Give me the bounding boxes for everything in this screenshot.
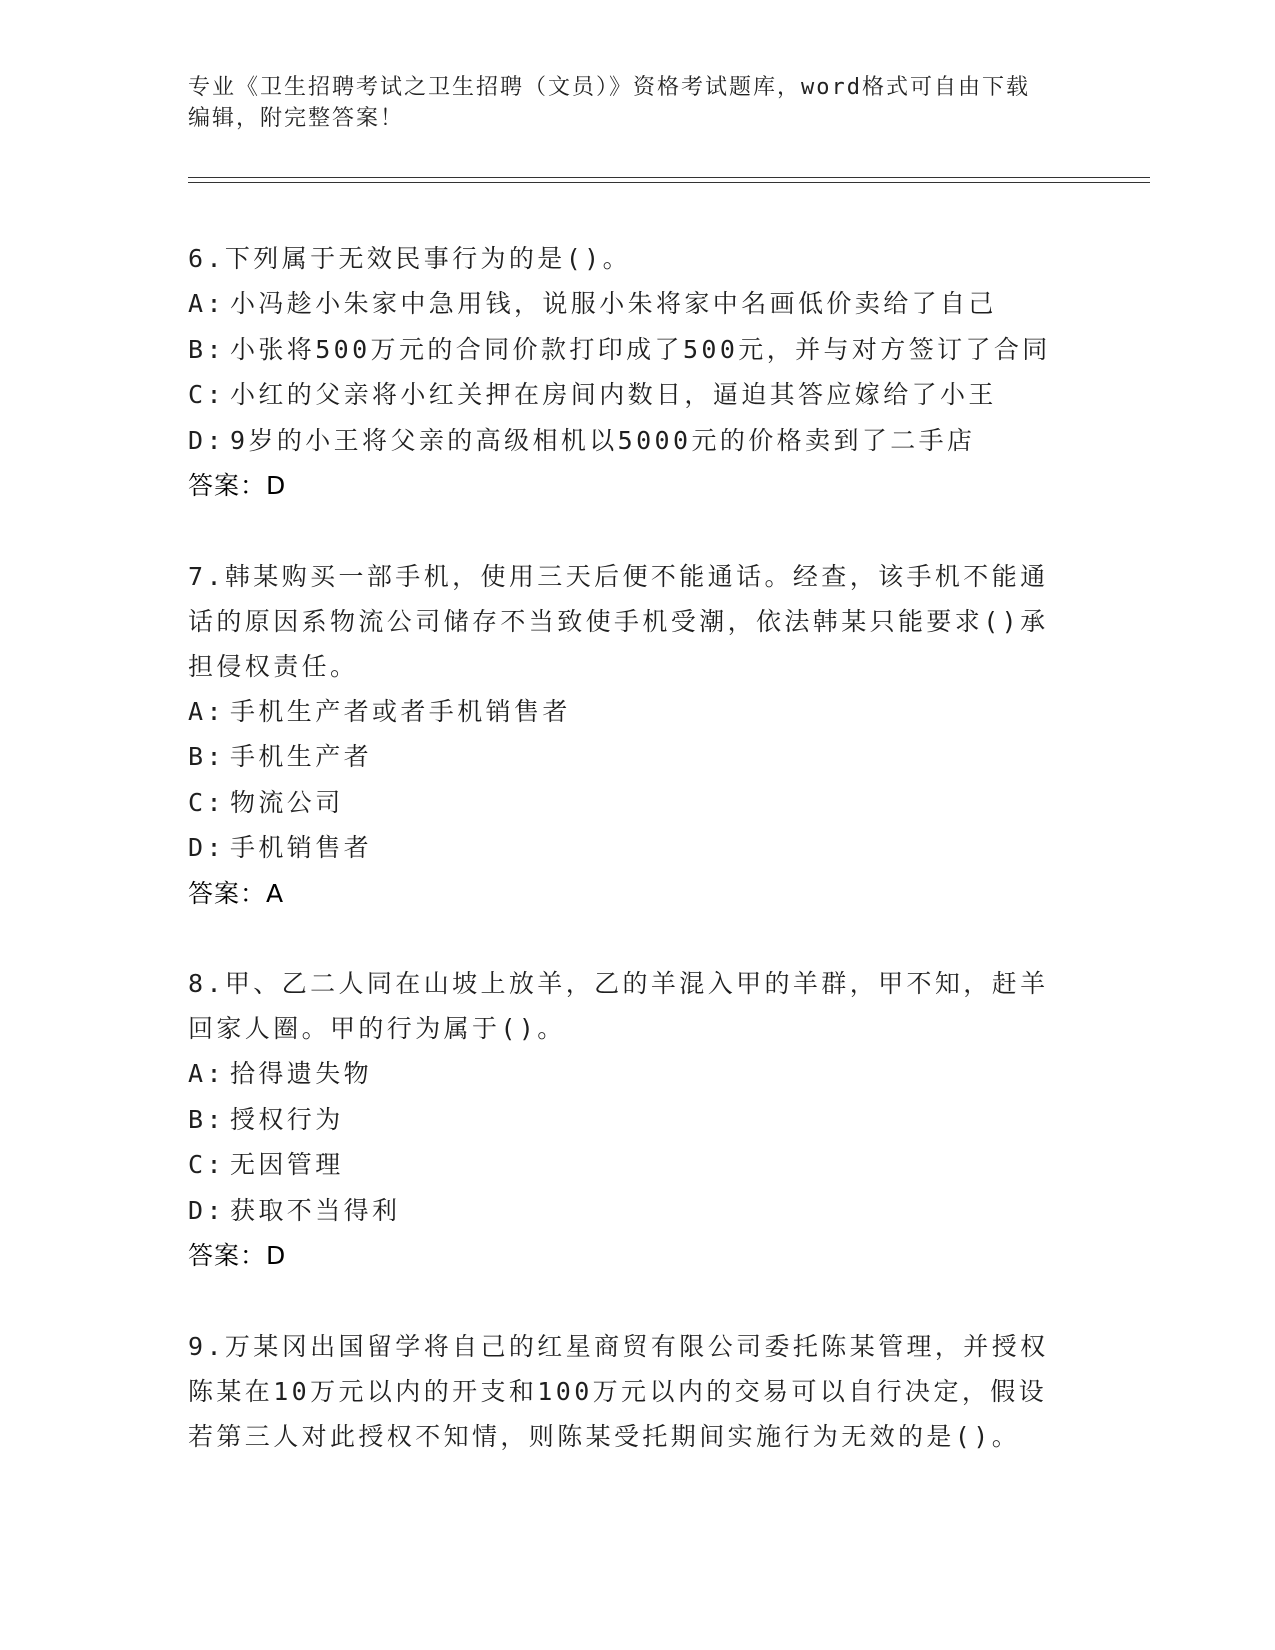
option-d <box>188 825 1068 871</box>
answer-line: 答案：D <box>188 471 287 500</box>
option-label: D: <box>188 1195 225 1225</box>
header-divider-bottom <box>188 182 1150 183</box>
option-label: D: <box>188 425 225 455</box>
question-7 <box>188 554 1068 917</box>
option-b <box>188 1097 1068 1143</box>
option-text: 手机生产者或者手机销售者 <box>230 696 571 726</box>
option-label: C: <box>188 787 225 817</box>
option-label: A: <box>188 1059 225 1088</box>
option-label: C: <box>188 1150 225 1179</box>
option-label: B: <box>188 334 225 364</box>
option-text: 小冯趁小朱家中急用钱，说服小朱将家中名画低价卖给了自己 <box>230 289 997 318</box>
option-text: 拾得遗失物 <box>230 1059 373 1088</box>
option-label: B: <box>188 1104 225 1134</box>
option-text: 物流公司 <box>230 787 344 817</box>
header-line-2: 编辑，附完整答案！ <box>188 106 405 131</box>
option-label: B: <box>188 742 225 771</box>
option-text: 9岁的小王将父亲的高级相机以5000元的价格卖到了二手店 <box>230 425 976 455</box>
option-b <box>188 327 1068 373</box>
option-c <box>188 1142 1068 1188</box>
option-a <box>188 689 1068 735</box>
question-text: 9.万某冈出国留学将自己的红星商贸有限公司委托陈某管理，并授权陈某在10万元以内的开支和100万元以内的交易可以自行决定，假设若第三人对此授权不知情，则陈某受托期间实施行为无效的是()。 <box>188 1331 1049 1451</box>
option-a <box>188 281 1068 327</box>
option-d <box>188 1188 1068 1234</box>
answer-line: 答案：D <box>188 1241 287 1270</box>
answer-line: 答案：A <box>188 878 285 908</box>
option-c <box>188 780 1068 826</box>
header-line-1: 专业《卫生招聘考试之卫生招聘（文员）》资格考试题库，word格式可自由下载 <box>188 75 1030 100</box>
option-label: C: <box>188 380 225 409</box>
option-a <box>188 1051 1068 1097</box>
option-text: 手机生产者 <box>230 742 373 771</box>
document-header <box>188 72 1088 134</box>
question-text: 6.下列属于无效民事行为的是()。 <box>188 244 632 273</box>
option-label: A: <box>188 696 225 726</box>
option-c <box>188 372 1068 418</box>
option-text: 授权行为 <box>230 1104 344 1134</box>
question-text: 8.甲、乙二人同在山坡上放羊，乙的羊混入甲的羊群，甲不知，赶羊回家人圈。甲的行为属于()。 <box>188 969 1049 1043</box>
option-text: 获取不当得利 <box>230 1195 401 1225</box>
option-text: 小张将500万元的合同价款打印成了500元，并与对方签订了合同 <box>230 334 1051 364</box>
option-text: 手机销售者 <box>230 833 373 862</box>
question-6 <box>188 236 1068 509</box>
option-b <box>188 734 1068 780</box>
question-9 <box>188 1324 1068 1459</box>
question-8 <box>188 961 1068 1279</box>
option-d <box>188 418 1068 464</box>
option-label: D: <box>188 833 225 862</box>
option-text: 小红的父亲将小红关押在房间内数日，逼迫其答应嫁给了小王 <box>230 380 997 409</box>
question-list <box>188 236 1068 1504</box>
question-text: 7.韩某购买一部手机，使用三天后便不能通话。经查，该手机不能通话的原因系物流公司储存不当致使手机受潮，依法韩某只能要求()承担侵权责任。 <box>188 561 1049 681</box>
option-text: 无因管理 <box>230 1150 344 1179</box>
option-label: A: <box>188 289 225 318</box>
header-divider-top <box>188 177 1150 178</box>
